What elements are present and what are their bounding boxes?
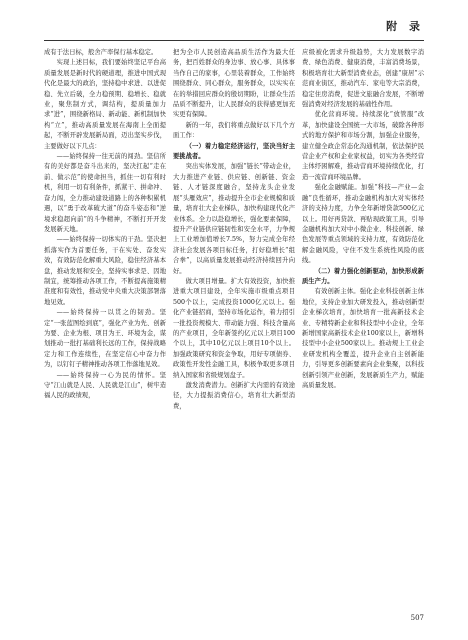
paragraph: ——始终保持一心为民的情怀。坚守“江山就是人民、人民就是江山”，树牢造福人民的政绩观，: [44, 371, 166, 400]
text-columns: [44, 48, 424, 612]
page-header: [44, 12, 424, 41]
page-number: 507: [410, 614, 424, 622]
paragraph: ——始终保持一以贯之的韧劲。坚定“一张蓝图绘到底”，强化产业为先、创新为要、企业为根、项目为王、环境为金，谋划推动一批打基础利长远的工作，保持战略定力和工作连续性，在坚定信心中奋力作为，以钉钉子精神推动各项工作落地见效。: [44, 309, 166, 369]
paragraph: 实现上述目标，我们要始终坚记平台高质量发展是新时代的硬道理，推进中国式现代化是最大的政治，坚持稳中求进、以进促稳、先立后破，全力稳预期、稳增长、稳就业，聚焦制方式，调结构，提质量加力求“进”，围绕新格局、新动能、新机制加快构“立”，推动高质量发展在海南上全面提起，不断开辟发展新局面，迈出坚实步伐，主要做好以下几点：: [44, 59, 166, 150]
paragraph: 把为全市人民创造高品质生活作为最大任务，把百姓群众的身边事、放心事、具体事当作自己的家事，心里装着群众，工作始终围绕群众、同心群众，服务群众，以实实在在的举措回应群众的殷切期盼，让群众生活品质不断提升，让人民群众的获得感更加充实更有保障。: [173, 49, 295, 119]
section-title: 附 录: [386, 20, 424, 33]
column-1: [44, 48, 166, 612]
paragraph: 强化金融赋能。加强“科技—产业—金融”良性循环，推动金融机构加大对实体经济的支持力度，力争全年新增贷款500亿元以上。用好再贷款、再贴现政策工具，引导金融机构加大对中小微企业、科技创新、绿色发展等重点领域的支持力度，有效防范化解金融风险，守住不发生系统性风险的底线。: [302, 184, 424, 265]
column-3: [302, 48, 424, 612]
paragraph: ——始终保持一切体实的干劲。坚决把抓落实作为首要任务，干在实处、奋发实效，有效防范化解重大风险，稳住经济基本盘，推动发展和安全，坚持实事求是、因地制宜，统筹推动各项工作，不断提高施策精准度和有效性，推动党中央重大决策部署落地见效。: [44, 236, 166, 306]
paragraph: （二）着力强化创新驱动，加快形成新质生产力。: [302, 267, 424, 285]
paragraph: 突出实体发展，加强“链长”带动企业，大力推进产业链、供应链、创新链、资金链、人才链深度融合，坚持龙头企业发展“头雁效应”，推动提升全市企业规模和质量，培育壮大企业梯队，加快构建现代化产业体系。全力以赴稳增长，强化要素保障，提升产业链供应链韧性和安全水平，力争规上工业增加值增长7.5%，努力完成全年经济社会发展各项目标任务，打好稳增长“组合拳”，以高质量发展推动经济持续回升向好。: [173, 163, 295, 275]
paragraph: 优化营商环境。持续深化“放管服”改革，加快建设全国统一大市场，破除各种形式的地方保护和市场分割，加强企业服务，建立健全政企常态化沟通机制，依法保护民营企业产权和企业家权益，切实为各类经营主体纾困解难，推动营商环境持续优化，打造一流营商环境品牌。: [302, 111, 424, 181]
paragraph: 激发消费潜力。创新扩大内需的有效途径，大力提振消费信心，培育壮大新型消费，: [173, 382, 295, 410]
paragraph: （一）着力稳定经济运行，坚决当好主要挑战者。: [173, 142, 295, 161]
column-2: [173, 48, 295, 612]
paragraph: 做大项目增量。扩大有效投资，加快推进重大项目建设，全年实施市级重点项目500个以上，完成投资1000亿元以上。强化产业链招商，坚持市场化运作，着力招引一批投资规模大、带动能力强、科技含量高的产业项目，全年新签约亿元以上项目100个以上，其中10亿元以上项目10个以上。加强政策研究和资金争取，用好专项债券、政策性开发性金融工具，积极争取更多项目纳入国家和省级规划盘子。: [173, 277, 295, 379]
paragraph: 有效创新主体。强化企业科技创新主体地位，支持企业加大研发投入，推动创新型企业梯次培育，加快培育一批高新技术企业、专精特新企业和科技型中小企业，全年新增国家高新技术企业100家以上，新增科技型中小企业500家以上。推动规上工业企业研发机构全覆盖，提升企业自主创新能力，引导更多创新要素向企业集聚，以科技创新引领产业创新，发展新质生产力，赋能高质量发展。: [302, 288, 424, 389]
paragraph: 成有于法日标，般舍产率保行基本稳定。: [44, 49, 158, 56]
paragraph: ——始终保持一往无前的闯劲。坚信所有的美好都是奋斗出来的，坚决扛起“走在前、做示范”的使命担当，抓住一切有利时机，利用一切有利条件，抓紧干、拼命冲、奋力闯，全力推动建设道路上的各种积累机遇，以“勇于改革破大道”的奋斗姿态和“逆境求稳超向前”的斗争精神，不断打开开发发展新天地。: [44, 153, 166, 233]
paragraph: 应级被化需求升级趋势，大力发展数字消费、绿色消费、健康消费，丰富消费场景，积极培育壮大新型消费业态，创建“康居”示范商业街区，推动汽车、家电等大宗消费，稳定住房消费，促进文旅融合发展，不断增强消费对经济发展的基础性作用。: [302, 49, 424, 109]
paragraph: 新的一年，我们将重点做好以下几个方面工作：: [173, 121, 295, 140]
